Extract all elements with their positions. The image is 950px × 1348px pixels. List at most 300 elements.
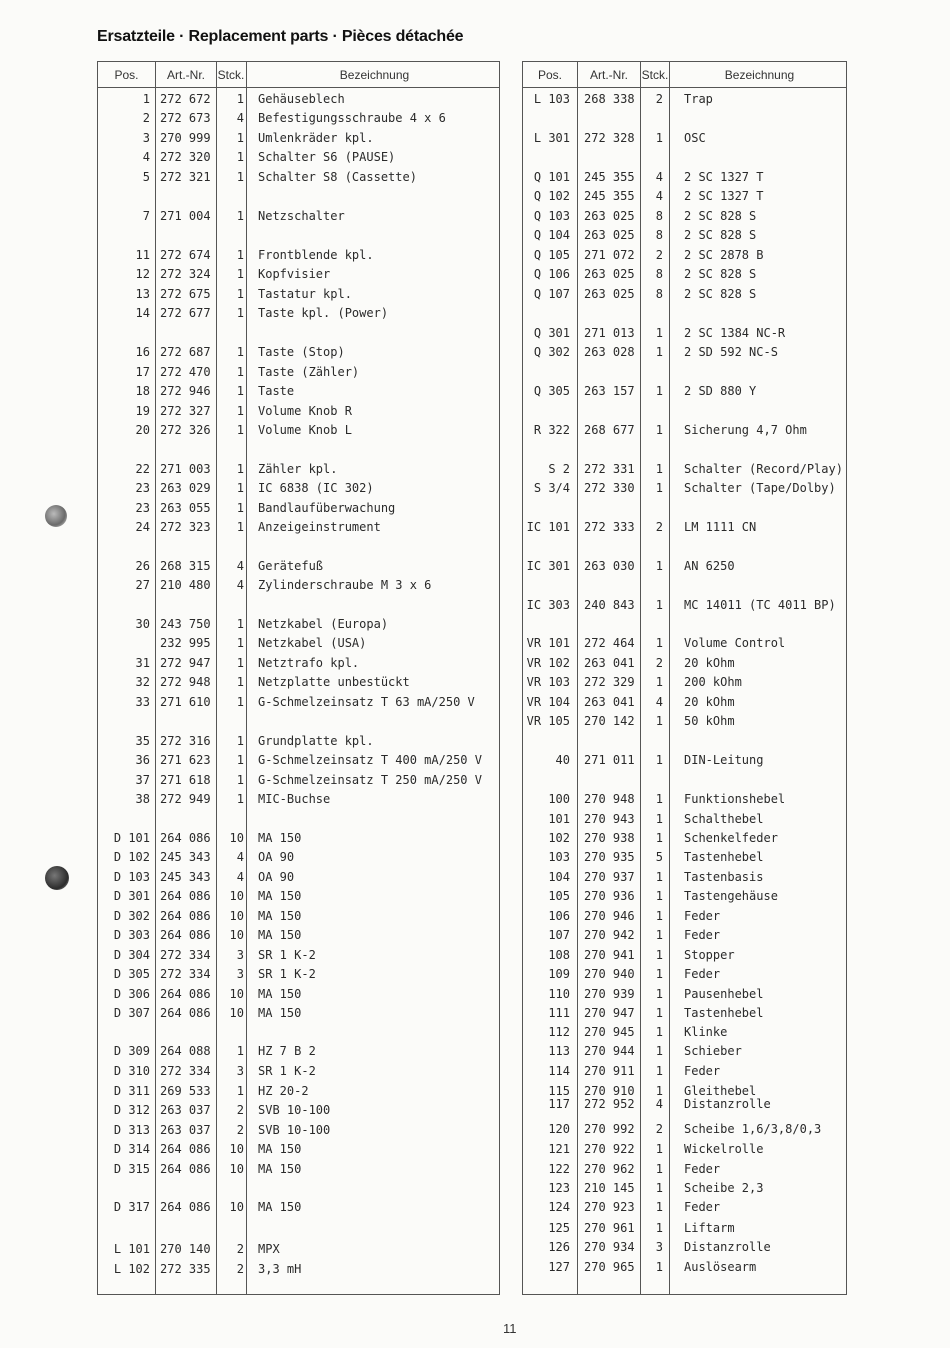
cell-qty: 8 [655,267,663,281]
cell-qty: 1 [655,1162,663,1176]
table-row [98,693,499,712]
cell-pos: 24 [135,520,150,534]
cell-art: 272 335 [160,1262,211,1276]
cell-pos: Q 106 [533,267,570,281]
cell-desc: 2 SC 828 S [684,267,757,281]
cell-art: 271 011 [584,753,635,767]
cell-art: 264 086 [160,1006,211,1020]
cell-qty: 1 [655,1181,663,1195]
cell-desc: Stopper [684,948,735,962]
cell-qty: 4 [655,189,663,203]
cell-desc: 20 kOhm [684,656,735,670]
cell-desc: Distanzrolle [684,1240,771,1254]
cell-desc: 2 SD 592 NC-S [684,345,778,359]
cell-art: 263 157 [584,384,635,398]
cell-desc: 2 SC 828 S [684,287,757,301]
table-row [523,265,846,284]
cell-pos: 31 [135,656,150,670]
cell-qty: 1 [236,287,244,301]
cell-qty: 2 [236,1242,244,1256]
cell-qty: 1 [236,773,244,787]
cell-pos: 114 [548,1064,570,1078]
cell-qty: 2 [655,248,663,262]
cell-desc: 2 SC 1327 T [684,189,764,203]
cell-pos: L 102 [113,1262,150,1276]
cell-pos: Q 102 [533,189,570,203]
cell-art: 243 750 [160,617,211,631]
cell-desc: 2 SD 880 Y [684,384,757,398]
cell-desc: SR 1 K-2 [258,967,316,981]
table-row [523,965,846,984]
cell-art: 271 004 [160,209,211,223]
cell-pos: 11 [135,248,150,262]
cell-desc: Kopfvisier [258,267,331,281]
cell-art: 210 145 [584,1181,635,1195]
table-row [98,1240,499,1259]
cell-pos: VR 101 [526,636,570,650]
table-row [98,751,499,770]
cell-desc: 3,3 mH [258,1262,302,1276]
cell-pos: 37 [135,773,150,787]
cell-qty: 1 [655,462,663,476]
table-row [523,1219,846,1238]
parts-table-right [522,61,847,1295]
table-row [523,246,846,265]
cell-pos: L 101 [113,1242,150,1256]
table-row [98,402,499,421]
table-row [523,907,846,926]
cell-pos: IC 303 [526,598,570,612]
cell-qty: 1 [655,636,663,650]
cell-qty: 1 [655,1221,663,1235]
cell-art: 270 140 [160,1242,211,1256]
cell-art: 272 673 [160,111,211,125]
table-row [98,557,499,576]
table-row [98,868,499,887]
cell-desc: Scheibe 2,3 [684,1181,764,1195]
cell-qty: 4 [236,578,244,592]
cell-art: 263 025 [584,267,635,281]
cell-art: 269 533 [160,1084,211,1098]
cell-qty: 1 [655,1260,663,1274]
cell-art: 264 086 [160,831,211,845]
table-row [98,634,499,653]
cell-art: 270 999 [160,131,211,145]
page-title: Ersatzteile · Replacement parts · Pièces détachée [97,28,464,45]
cell-qty: 10 [229,831,244,845]
table-row [523,887,846,906]
cell-qty: 3 [236,948,244,962]
cell-qty: 1 [655,559,663,573]
cell-qty: 1 [236,365,244,379]
cell-pos: 121 [548,1142,570,1156]
cell-pos: 106 [548,909,570,923]
cell-desc: MA 150 [258,1162,302,1176]
cell-pos: 100 [548,792,570,806]
cell-pos: 107 [548,928,570,942]
table-row [523,673,846,692]
cell-qty: 1 [236,753,244,767]
cell-art: 270 923 [584,1200,635,1214]
table-row [98,1121,499,1140]
cell-desc: Netztrafo kpl. [258,656,360,670]
cell-art: 270 939 [584,987,635,1001]
cell-desc: MA 150 [258,987,302,1001]
cell-art: 272 334 [160,1064,211,1078]
table-row [98,615,499,634]
cell-pos: 23 [135,501,150,515]
cell-qty: 1 [236,384,244,398]
table-row [523,226,846,245]
cell-qty: 1 [236,248,244,262]
table-row [98,985,499,1004]
cell-art: 270 940 [584,967,635,981]
cell-desc: Schalter S8 (Cassette) [258,170,417,184]
cell-qty: 1 [236,617,244,631]
cell-desc: Zylinderschraube M 3 x 6 [258,578,432,592]
cell-qty: 1 [655,1044,663,1058]
cell-pos: D 317 [113,1200,150,1214]
cell-qty: 1 [655,1006,663,1020]
cell-art: 272 672 [160,92,211,106]
cell-art: 268 338 [584,92,635,106]
cell-art: 263 028 [584,345,635,359]
cell-art: 270 934 [584,1240,635,1254]
table-row [98,90,499,109]
cell-art: 263 025 [584,228,635,242]
cell-pos: 124 [548,1200,570,1214]
cell-desc: Tastenhebel [684,1006,764,1020]
cell-qty: 1 [236,520,244,534]
cell-qty: 1 [655,423,663,437]
cell-art: 272 320 [160,150,211,164]
cell-qty: 1 [236,675,244,689]
cell-pos: D 306 [113,987,150,1001]
table-row [523,1023,846,1042]
page-number: 11 [503,1321,517,1336]
cell-pos: 13 [135,287,150,301]
cell-pos: 5 [142,170,150,184]
cell-desc: SR 1 K-2 [258,1064,316,1078]
cell-desc: 2 SC 828 S [684,228,757,242]
cell-desc: Feder [684,967,721,981]
cell-qty: 1 [236,792,244,806]
cell-art: 270 948 [584,792,635,806]
cell-art: 270 965 [584,1260,635,1274]
cell-pos: 18 [135,384,150,398]
cell-art: 210 480 [160,578,211,592]
cell-art: 272 334 [160,967,211,981]
cell-qty: 4 [655,695,663,709]
cell-pos: 14 [135,306,150,320]
cell-pos: S 3/4 [533,481,570,495]
cell-pos: D 312 [113,1103,150,1117]
cell-pos: 109 [548,967,570,981]
cell-qty: 1 [655,481,663,495]
cell-qty: 4 [655,1097,663,1111]
cell-art: 270 142 [584,714,635,728]
cell-art: 272 674 [160,248,211,262]
cell-qty: 1 [655,1084,663,1098]
cell-art: 271 072 [584,248,635,262]
cell-qty: 1 [236,170,244,184]
cell-pos: 101 [548,812,570,826]
table-row [98,479,499,498]
cell-qty: 1 [236,306,244,320]
cell-art: 270 947 [584,1006,635,1020]
table-row [523,1179,846,1198]
table-row [98,926,499,945]
cell-desc: Umlenkräder kpl. [258,131,374,145]
cell-art: 272 952 [584,1097,635,1111]
cell-qty: 1 [655,889,663,903]
cell-pos: 113 [548,1044,570,1058]
cell-qty: 2 [236,1123,244,1137]
cell-desc: Schalter (Tape/Dolby) [684,481,836,495]
cell-qty: 1 [236,150,244,164]
cell-art: 270 936 [584,889,635,903]
cell-art: 270 961 [584,1221,635,1235]
cell-art: 270 943 [584,812,635,826]
cell-desc: Anzeigeinstrument [258,520,381,534]
cell-art: 272 326 [160,423,211,437]
cell-pos: 16 [135,345,150,359]
cell-pos: 17 [135,365,150,379]
cell-pos: 123 [548,1181,570,1195]
cell-pos: 32 [135,675,150,689]
table-row [98,654,499,673]
cell-art: 272 333 [584,520,635,534]
cell-pos: D 303 [113,928,150,942]
cell-pos: Q 107 [533,287,570,301]
table-row [523,790,846,809]
cell-art: 270 946 [584,909,635,923]
cell-pos: D 101 [113,831,150,845]
cell-art: 270 935 [584,850,635,864]
cell-pos: 30 [135,617,150,631]
cell-desc: Taste kpl. (Power) [258,306,389,320]
cell-qty: 1 [655,675,663,689]
cell-qty: 3 [236,967,244,981]
cell-desc: Feder [684,1162,721,1176]
table-row [98,965,499,984]
cell-pos: 110 [548,987,570,1001]
cell-desc: Trap [684,92,713,106]
cell-qty: 1 [655,1064,663,1078]
cell-qty: 1 [236,131,244,145]
cell-pos: 111 [548,1006,570,1020]
cell-desc: Auslösearm [684,1260,757,1274]
table-row [523,1062,846,1081]
cell-desc: HZ 20-2 [258,1084,309,1098]
table-row [523,868,846,887]
cell-art: 263 025 [584,287,635,301]
cell-desc: Netzplatte unbestückt [258,675,410,689]
cell-art: 263 030 [584,559,635,573]
cell-desc: Tastengehäuse [684,889,778,903]
cell-qty: 10 [229,909,244,923]
cell-desc: Netzkabel (USA) [258,636,367,650]
table-row [98,1140,499,1159]
cell-desc: Schieber [684,1044,742,1058]
cell-art: 272 327 [160,404,211,418]
cell-pos: 4 [142,150,150,164]
header-pos: Pos. [114,68,139,82]
cell-desc: Schalter S6 (PAUSE) [258,150,396,164]
cell-pos: 117 [548,1097,570,1111]
cell-qty: 2 [655,92,663,106]
cell-pos: 36 [135,753,150,767]
cell-art: 270 910 [584,1084,635,1098]
cell-desc: Zähler kpl. [258,462,338,476]
cell-art: 272 677 [160,306,211,320]
cell-desc: Schalthebel [684,812,764,826]
cell-desc: OA 90 [258,850,295,864]
cell-art: 272 324 [160,267,211,281]
cell-art: 245 343 [160,850,211,864]
table-row [523,1120,846,1139]
cell-desc: Taste (Zähler) [258,365,360,379]
cell-art: 232 995 [160,636,211,650]
table-row [98,168,499,187]
cell-qty: 1 [236,92,244,106]
cell-desc: Funktionshebel [684,792,786,806]
punch-hole-top [45,505,67,527]
cell-art: 272 464 [584,636,635,650]
cell-art: 270 922 [584,1142,635,1156]
cell-desc: Gehäuseblech [258,92,345,106]
cell-pos: VR 105 [526,714,570,728]
cell-desc: Wickelrolle [684,1142,764,1156]
cell-qty: 2 [236,1103,244,1117]
table-row [98,285,499,304]
cell-pos: 38 [135,792,150,806]
cell-pos: 112 [548,1025,570,1039]
table-row [523,1140,846,1159]
cell-pos: L 103 [533,92,570,106]
cell-qty: 10 [229,1142,244,1156]
table-row [98,304,499,323]
cell-pos: 23 [135,481,150,495]
cell-pos: 120 [548,1122,570,1136]
cell-art: 264 086 [160,1142,211,1156]
table-row [98,1062,499,1081]
cell-pos: 126 [548,1240,570,1254]
cell-art: 240 843 [584,598,635,612]
cell-pos: 22 [135,462,150,476]
cell-desc: Feder [684,1064,721,1078]
table-row [523,187,846,206]
cell-art: 245 343 [160,870,211,884]
cell-desc: 20 kOhm [684,695,735,709]
table-row [98,907,499,926]
cell-desc: 50 kOhm [684,714,735,728]
table-row [98,499,499,518]
table-row [523,421,846,440]
cell-art: 264 088 [160,1044,211,1058]
cell-art: 268 315 [160,559,211,573]
cell-art: 245 355 [584,189,635,203]
cell-art: 264 086 [160,928,211,942]
cell-art: 272 687 [160,345,211,359]
cell-pos: Q 105 [533,248,570,262]
cell-desc: G-Schmelzeinsatz T 250 mA/250 V [258,773,482,787]
cell-pos: Q 101 [533,170,570,184]
cell-qty: 1 [655,753,663,767]
cell-qty: 10 [229,928,244,942]
table-row [523,129,846,148]
table-row [98,109,499,128]
cell-qty: 4 [236,111,244,125]
table-header [523,62,846,88]
cell-desc: Feder [684,928,721,942]
cell-qty: 1 [655,928,663,942]
cell-pos: D 102 [113,850,150,864]
table-row [523,343,846,362]
cell-desc: Schalter (Record/Play) [684,462,843,476]
cell-qty: 5 [655,850,663,864]
cell-desc: MC 14011 (TC 4011 BP) [684,598,836,612]
table-row [98,732,499,751]
cell-pos: 105 [548,889,570,903]
parts-table-left [97,61,500,1295]
cell-qty: 1 [655,1025,663,1039]
cell-art: 272 946 [160,384,211,398]
cell-qty: 1 [655,831,663,845]
table-row [98,363,499,382]
cell-pos: 103 [548,850,570,864]
cell-art: 264 086 [160,1162,211,1176]
cell-qty: 1 [655,948,663,962]
cell-qty: 2 [655,520,663,534]
cell-pos: 12 [135,267,150,281]
table-row [98,129,499,148]
cell-desc: MA 150 [258,909,302,923]
cell-pos: VR 104 [526,695,570,709]
header-desc: Bezeichnung [339,68,410,82]
cell-art: 270 944 [584,1044,635,1058]
cell-pos: 19 [135,404,150,418]
table-row [523,1095,846,1114]
cell-art: 272 948 [160,675,211,689]
cell-art: 271 623 [160,753,211,767]
table-row [523,946,846,965]
table-row [523,324,846,343]
cell-pos: D 314 [113,1142,150,1156]
table-row [523,207,846,226]
cell-qty: 1 [655,967,663,981]
table-row [523,1004,846,1023]
table-row [523,285,846,304]
cell-art: 270 992 [584,1122,635,1136]
table-row [98,1042,499,1061]
cell-qty: 1 [236,481,244,495]
cell-qty: 4 [236,870,244,884]
table-row [98,576,499,595]
cell-pos: 26 [135,559,150,573]
cell-qty: 4 [655,170,663,184]
cell-desc: MA 150 [258,1006,302,1020]
cell-pos: D 315 [113,1162,150,1176]
cell-pos: Q 104 [533,228,570,242]
cell-desc: Netzschalter [258,209,345,223]
cell-pos: 108 [548,948,570,962]
cell-qty: 1 [655,131,663,145]
cell-art: 263 041 [584,695,635,709]
cell-art: 272 334 [160,948,211,962]
table-row [98,673,499,692]
cell-qty: 1 [236,462,244,476]
